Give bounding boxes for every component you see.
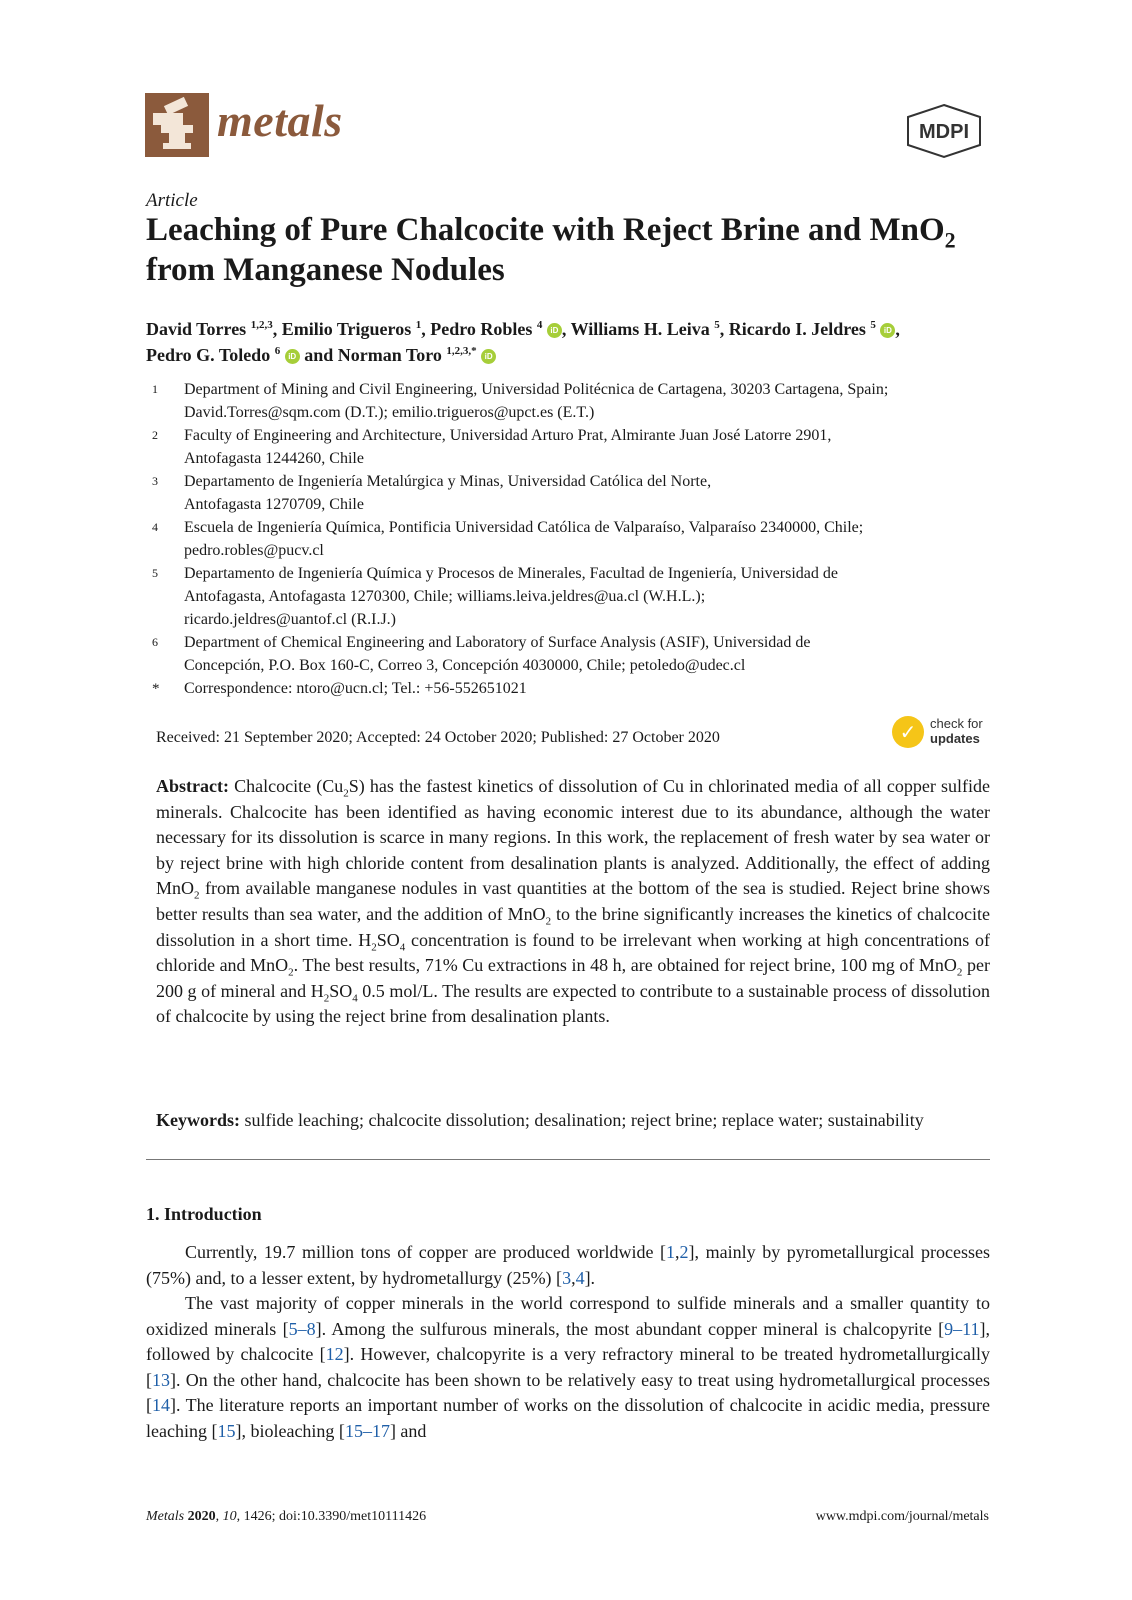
subscript: 2 xyxy=(371,941,377,954)
keywords-label: Keywords: xyxy=(156,1110,240,1130)
author-name: Emilio Trigueros xyxy=(281,319,412,339)
citation-link[interactable]: 5–8 xyxy=(288,1318,316,1339)
author-separator: and xyxy=(299,345,338,365)
affiliation-item xyxy=(152,378,982,424)
author-name: Pedro G. Toledo xyxy=(146,345,271,365)
paper-title xyxy=(146,210,1006,290)
paragraph: Currently, 19.7 million tons of copper are produced worldwide [1,2], mainly by pyrometallurgical processes (75%) and, to a lesser extent, by hydrometallurgy (25%) [3,4]. xyxy=(146,1242,991,1288)
subscript: 2 xyxy=(956,966,963,979)
affiliation-line: Departamento de Ingeniería Metalúrgica y Minas, Universidad Católica del Norte, xyxy=(184,473,712,490)
citation-link[interactable]: 9–11 xyxy=(944,1318,980,1339)
orcid-icon[interactable]: iD xyxy=(481,349,496,364)
affiliation-line: Escuela de Ingeniería Química, Pontificia Universidad Católica de Valparaíso, Valparaíso 2340000, Chile; xyxy=(184,519,864,536)
publication-dates: Received: 21 September 2020; Accepted: 24 October 2020; Published: 27 October 2020 xyxy=(156,729,720,746)
affiliation-line: Departamento de Ingeniería Química y Procesos de Minerales, Facultad de Ingeniería, Universidad de xyxy=(184,565,838,582)
affiliation-number: 1 xyxy=(152,382,158,396)
affiliation-item xyxy=(152,677,982,700)
affiliation-item xyxy=(152,470,982,516)
citation-link[interactable]: 1 xyxy=(666,1242,676,1262)
author-affiliation-marker: 1 xyxy=(415,319,422,331)
affiliation-line: Antofagasta 1244260, Chile xyxy=(184,450,364,467)
author-affiliation-marker: 6 xyxy=(274,345,281,357)
section-heading: 1. Introduction xyxy=(146,1204,262,1224)
paragraph: The vast majority of copper minerals in the world correspond to sulfide minerals and a smaller quantity to oxidized minerals [5–8]. Among the sulfurous minerals, the most abundant copper mineral is chalcopyrite [9–11], followed by chalcocite [12]. However, chalcopyrite is a very refractory mineral to be treated hydrometallurgically [13]. On the other hand, chalcocite has been shown to be relatively easy to treat using hydrometallurgical processes [14]. The literature reports an important number of works on the dissolution of chalcocite in acidic media, pressure leaching [15], bioleaching [15–17] and xyxy=(146,1293,990,1441)
subscript: 4 xyxy=(352,992,358,1005)
affiliation-line: Concepción, P.O. Box 160-C, Correo 3, Concepción 4030000, Chile; petoledo@udec.cl xyxy=(184,657,746,674)
affiliation-line: Antofagasta, Antofagasta 1270300, Chile; williams.leiva.jeldres@ua.cl (W.H.L.); xyxy=(184,588,706,605)
author-separator: , xyxy=(272,319,282,339)
affiliation-number: 4 xyxy=(152,520,158,534)
author-affiliation-marker: 5 xyxy=(714,319,720,331)
affiliation-line: Department of Chemical Engineering and Laboratory of Surface Analysis (ASIF), Universidad de xyxy=(184,634,811,651)
orcid-icon[interactable]: iD xyxy=(285,349,300,364)
subscript: 2 xyxy=(323,992,330,1005)
title-part1: Leaching of Pure Chalcocite with Reject Brine and MnO xyxy=(146,212,945,248)
affiliation-item xyxy=(152,631,982,677)
abstract-label: Abstract: xyxy=(156,776,229,796)
author-separator: , xyxy=(895,319,900,339)
author-list xyxy=(146,316,996,368)
citation-link[interactable]: 15–17 xyxy=(344,1420,390,1441)
journal-name: metals xyxy=(217,95,343,146)
mdpi-logo[interactable] xyxy=(904,103,984,159)
author-affiliation-marker: 1,2,3,* xyxy=(446,345,477,357)
title-subscript: 2 xyxy=(944,227,956,253)
orcid-icon[interactable]: iD xyxy=(880,323,895,338)
author-name: Ricardo I. Jeldres xyxy=(728,319,866,339)
keywords xyxy=(156,1108,996,1133)
footer-volume: 10 xyxy=(222,1509,237,1524)
footer-citation: Metals 2020, 10, 1426; doi:10.3390/met10111426 xyxy=(146,1509,427,1524)
orcid-icon[interactable]: iD xyxy=(547,323,562,338)
check-updates-line1: check for xyxy=(930,716,983,731)
check-for-updates-badge[interactable] xyxy=(892,716,1002,752)
affiliation-item xyxy=(152,562,982,631)
affiliation-list xyxy=(152,378,982,700)
affiliation-number: * xyxy=(152,681,160,697)
footer-url[interactable]: www.mdpi.com/journal/metals xyxy=(815,1509,989,1524)
abstract xyxy=(156,774,990,1030)
abstract-body: Chalcocite $(Cu_2S)$ has the fastest kinetics of dissolution of Cu in chlorinated media of all copper sulfide minerals. Chalcocite has been identified as having economic interest due to its abundance, although the water necessary for its dissolution is scarce in many regions. In this work, the replacement of fresh water by sea water or by reject brine with high chloride content from desalination plants is analyzed. Additionally, the effect of adding MnO$_2$ from available manganese nodules in vast quantities at the bottom of the sea is studied. Reject brine shows better results than sea water, and the addition of MnO$_2$ to the brine significantly increases the kinetics of chalcocite dissolution in a short time. $H_2SO_4$ concentration is found to be irrelevant when working at high concentrations of chloride and MnO$_2$. The best results, 71% Cu extractions in 48 h, are obtained for reject brine, 100 mg of MnO$_2$ per 200 g of mineral and $H_2SO_4$ 0.5 mol/L. The results are expected to contribute to a sustainable process of dissolution of chalcocite by using the reject brine from desalination plants. xyxy=(156,776,991,1027)
subscript: 2 xyxy=(288,966,294,979)
citation-link[interactable]: 12 xyxy=(325,1344,344,1364)
affiliation-line: ricardo.jeldres@uantof.cl (R.I.J.) xyxy=(184,611,396,628)
author-name: Norman Toro xyxy=(337,345,442,365)
affiliation-line: David.Torres@sqm.com (D.T.); emilio.trigueros@upct.es (E.T.) xyxy=(184,404,595,421)
affiliation-item xyxy=(152,424,982,470)
section-divider xyxy=(146,1159,990,1160)
subscript: 2 xyxy=(545,915,552,928)
subscript: 2 xyxy=(343,787,349,800)
author-affiliation-marker: 5 xyxy=(870,319,876,331)
author-affiliation-marker: 4 xyxy=(536,319,543,331)
keywords-text: sulfide leaching; chalcocite dissolution; desalination; reject brine; replace water; sustainability xyxy=(240,1110,924,1130)
mdpi-logo-text: MDPI xyxy=(919,121,969,143)
footer-year: 2020 xyxy=(187,1509,216,1524)
affiliation-number: 2 xyxy=(152,428,158,442)
author-separator: , xyxy=(421,319,431,339)
affiliation-number: 5 xyxy=(152,566,158,580)
author-name: Pedro Robles xyxy=(430,319,533,339)
affiliation-line: Department of Mining and Civil Engineering, Universidad Politécnica de Cartagena, 30203 Cartagena, Spain; xyxy=(184,381,889,398)
title-part2: from Manganese Nodules xyxy=(146,252,505,288)
subscript: 2 xyxy=(194,889,200,902)
citation-link[interactable]: 2 xyxy=(679,1242,689,1262)
author-affiliation-marker: 1,2,3 xyxy=(250,319,273,331)
footer-doi: , 1426; doi:10.3390/met10111426 xyxy=(236,1509,427,1524)
author-name: David Torres xyxy=(146,319,247,339)
anvil-hammer-icon xyxy=(145,93,209,157)
check-updates-line2: updates xyxy=(930,731,980,746)
citation-link[interactable]: 3 xyxy=(562,1267,572,1288)
citation-link[interactable]: 15 xyxy=(217,1420,236,1441)
affiliation-number: 3 xyxy=(152,474,158,488)
affiliation-line: Antofagasta 1270709, Chile xyxy=(184,496,364,513)
introduction-body xyxy=(146,1240,990,1444)
author-separator: , xyxy=(561,319,571,339)
checkmark-icon: ✓ xyxy=(892,716,924,748)
author-name: Williams H. Leiva xyxy=(570,319,710,339)
affiliation-line: pedro.robles@pucv.cl xyxy=(184,542,324,559)
footer-journal: Metals xyxy=(146,1509,185,1524)
author-separator: , xyxy=(719,319,729,339)
citation-link[interactable]: 4 xyxy=(575,1267,585,1288)
article-type: Article xyxy=(146,190,198,211)
subscript: 4 xyxy=(399,941,406,954)
affiliation-number: 6 xyxy=(152,635,158,649)
journal-logo xyxy=(145,93,209,157)
affiliation-line: Faculty of Engineering and Architecture, Universidad Arturo Prat, Almirante Juan José Latorre 2901, xyxy=(184,427,832,444)
citation-link[interactable]: 14 xyxy=(152,1395,170,1415)
affiliation-item xyxy=(152,516,982,562)
affiliation-line: Correspondence: ntoro@ucn.cl; Tel.: +56-552651021 xyxy=(184,680,527,697)
citation-link[interactable]: 13 xyxy=(152,1369,170,1390)
